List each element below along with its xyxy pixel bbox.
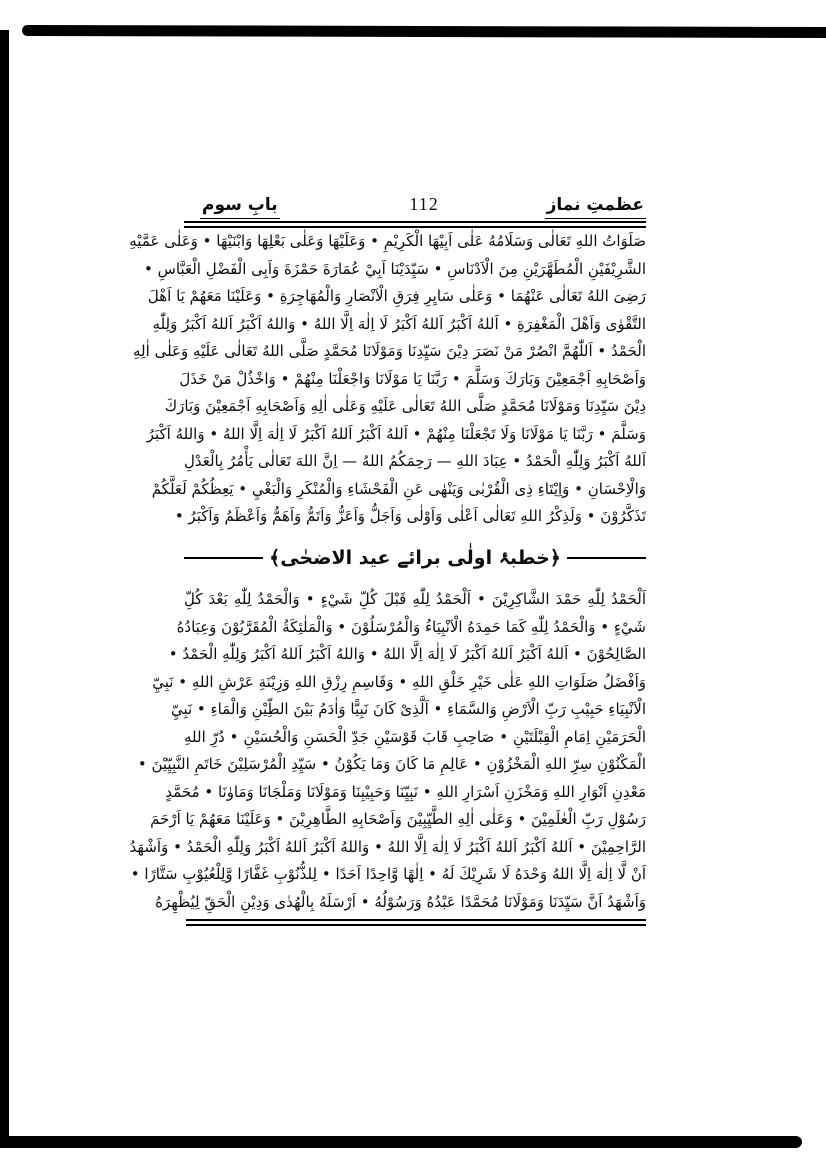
- text-line: شَيْءٍ • وَالْحَمْدُ لِلّٰهِ كَمَا حَمِدَهُ الْاَنْبِيَاءُ وَالْمُرْسَلُوْنَ • وَالْمَلٰئِكَةُ الْمُقَرَّبُوْنَ وَعِبَادُهُ: [176, 617, 646, 636]
- text-line: الرَّاحِمِيْنَ • اَللهُ اَكْبَرُ اَللهُ اَكْبَرُ لَا اِلٰهَ اِلَّا اللهُ • وَاللهُ اَكْبَرُ اَللهُ اَكْبَرُ وَلِلّٰهِ الْحَمْدُ • وَاَشْهَدُ: [129, 837, 646, 856]
- text-line: تَذَكَّرُوْنَ • وَلَذِكْرُ اللهِ تَعَالٰى اَعْلٰى وَاَوْلٰى وَاَجَلُّ وَاَعَزُّ وَاَتَمُّ وَاَهَمُّ وَاَعْظَمُ وَاَكْبَرُ •: [174, 507, 646, 525]
- section-heading-row: [184, 536, 646, 580]
- text-line: رَضِىَ اللهُ تَعَالٰى عَنْهُمَا • وَعَلٰى سَايِرِ فِرَقِ الْاَنْصَارِ وَالْمُهَاجِرَةِ • وَعَلَيْنَا مَعَهُمْ يَا اَهْلَ: [147, 287, 646, 305]
- header-chapter-title: بابِ سوم: [200, 196, 280, 219]
- text-line: وَسَلَّمَ • رَبَّنَا يَا مَوْلَانَا وَلَا تَجْعَلْنَا مِنْهُمْ • اَللهُ اَكْبَرُ اَللهُ اَكْبَرُ لَا اِلٰهَ اِلَّا اللهُ • وَاللهُ اَكْبَرُ: [146, 424, 646, 443]
- page-header: [184, 183, 646, 219]
- heading-rule-right: [567, 557, 646, 559]
- text-line: الشَّرِيْفَيْنِ الْمُطَهَّرَيْنِ مِنَ الْاَدْنَاسِ • سَيِّدَيْنَا اَبِيْ عُمَارَةَ حَمْزَةَ وَاَبِى الْفَضْلِ الْعَبَّاسِ •: [143, 259, 646, 278]
- text-line: وَاَصْحَابِهِ اَجْمَعِيْنَ وَبَارَكَ وَسَلَّمَ • رَبَّنَا يَا مَوْلَانَا وَاجْعَلْنَا مِنْهُمْ • وَاخْذُلْ مَنْ خَذَلَ: [179, 369, 646, 388]
- text-line: صَلَوَاتُ اللهِ تَعَالٰى وَسَلَامُهُ عَلٰى اَبِيْهَا الْكَرِيْمِ • وَعَلَيْهَا وَعَلٰى بَعْلِهَا وَابْنَيْهَا • وَعَلٰى عَمَّيْهِ: [129, 232, 646, 250]
- text-line: الْمَكْنُوْنِ سِرِّ اللهِ الْمَخْزُوْنِ • عَالِمِ مَا كَانَ وَمَا يَكُوْنُ • سَيِّدِ الْمُرْسَلِيْنَ خَاتَمِ النَّبِيِّيْنَ •: [137, 755, 646, 773]
- section-heading: ﴿خطبۂ اولٰی برائے عید الاضحٰی﴾: [269, 547, 561, 569]
- text-line: اَلْحَمْدُ لِلّٰهِ حَمْدَ الشَّاكِرِيْنَ • اَلْحَمْدُ لِلّٰهِ قَبْلَ كُلِّ شَيْءٍ • وَالْحَمْدُ لِلّٰهِ بَعْدَ كُلِّ: [184, 590, 646, 608]
- khutbah-text-block-1: [129, 228, 646, 531]
- scan-border-bottom: [0, 1136, 802, 1148]
- text-line: الصَّالِحُوْنَ • اَللهُ اَكْبَرُ اَللهُ اَكْبَرُ لَا اِلٰهَ اِلَّا اللهُ • وَاللهُ اَكْبَرُ اَللهُ اَكْبَرُ وَلِلّٰهِ الْحَمْدُ •: [168, 645, 646, 663]
- text-line: التَّقْوٰى وَاَهْلَ الْمَغْفِرَةِ • اَللهُ اَكْبَرُ اَللهُ اَكْبَرُ لَا اِلٰهَ اِلَّا اللهُ • وَاللهُ اَكْبَرُ اَللهُ اَكْبَرُ وَلِلّٰهِ: [152, 314, 646, 333]
- text-line: رَسُوْلِ رَبِّ الْعٰلَمِيْنَ • وَعَلٰى اٰلِهِ الطَّيِّبِيْنَ وَاَصْحَابِهِ الطَّاهِرِيْنَ • وَعَلَيْنَا مَعَهُمْ يَا اَرْحَمَ: [150, 810, 646, 828]
- heading-rule-left: [184, 557, 263, 559]
- text-line: اَللهُ اَكْبَرُ وَلِلّٰهِ الْحَمْدُ • عِبَادَ اللهِ — رَحِمَكُمُ اللهُ — اِنَّ اللهَ تَعَالٰى يَأْمُرُ بِالْعَدْلِ: [183, 452, 646, 470]
- text-line: اَنْ لَّا اِلٰهَ اِلَّا اللهُ وَحْدَهُ لَا شَرِيْكَ لَهُ • اِلٰهًا وَّاحِدًا اَحَدًا • لِلذُّنُوْبِ غَفَّارًا وَّلِلْعُيُوْبِ سَتَّارًا •: [130, 865, 646, 883]
- page-number: 112: [409, 194, 439, 214]
- khutbah-text-block-2: [129, 586, 646, 916]
- text-line: وَاَفْضَلُ صَلَوَاتِ اللهِ عَلٰى خَيْرِ خَلْقِ اللهِ • وَقَاسِمِ رِزْقِ اللهِ وَزِيْنَةِ عَرْشِ اللهِ • نَبِيِّ: [152, 672, 646, 691]
- text-line: الْحَرَمَيْنِ اِمَامِ الْقِبْلَتَيْنِ • صَاحِبِ قَابَ قَوْسَيْنِ جَدِّ الْحَسَنِ وَالْحُسَيْنِ • دُرِّ اللهِ: [184, 727, 646, 746]
- scan-border-top: [22, 25, 826, 38]
- scan-border-left: [0, 30, 9, 1143]
- text-line: الْحَمْدُ • اَللّٰهُمَّ انْصُرْ مَنْ نَصَرَ دِيْنَ سَيِّدِنَا وَمَوْلَانَا مُحَمَّدٍ صَلَّى اللهُ تَعَالٰى عَلَيْهِ وَعَلٰى اٰلِهِ: [133, 342, 646, 360]
- text-line: مَعْدِنِ اَنْوَارِ اللهِ وَمَخْزَنِ اَسْرَارِ اللهِ • نَبِيِّنَا وَحَبِيْبِنَا وَمَوْلَانَا وَمَلْجَانَا وَمَاوٰنَا • مُحَمَّدٍ: [165, 782, 646, 801]
- text-line: دِيْنَ سَيِّدِنَا وَمَوْلَانَا مُحَمَّدٍ صَلَّى اللهُ تَعَالٰى عَلَيْهِ وَعَلٰى اٰلِهِ وَاَصْحَابِهِ اَجْمَعِيْنَ وَبَارَكَ: [164, 397, 646, 415]
- text-line: الْاَنْبِيَاءِ حَبِيْبِ رَبِّ الْاَرْضِ وَالسَّمَاءِ • اَلَّذِىْ كَانَ نَبِيًّا وَاٰدَمُ بَيْنَ الطِّيْنِ وَالْمَاءِ • نَبِيِّ: [170, 700, 646, 718]
- text-line: وَالْاِحْسَانِ • وَاِيْتَاءِ ذِى الْقُرْبٰى وَيَنْهٰى عَنِ الْفَحْشَاءِ وَالْمُنْكَرِ وَالْبَغْيِ • يَعِظُكُمْ لَعَلَّكُمْ: [151, 479, 646, 498]
- header-book-title: عظمتِ نماز: [545, 196, 646, 219]
- header-divider-rule: [184, 221, 646, 228]
- end-of-text-rule: [186, 919, 646, 926]
- text-line: وَاَشْهَدُ اَنَّ سَيِّدَنَا وَمَوْلَانَا مُحَمَّدًا عَبْدُهُ وَرَسُوْلُهُ • اَرْسَلَهُ بِالْهُدٰى وَدِيْنِ الْحَقِّ لِيُظْهِرَهُ: [155, 892, 646, 911]
